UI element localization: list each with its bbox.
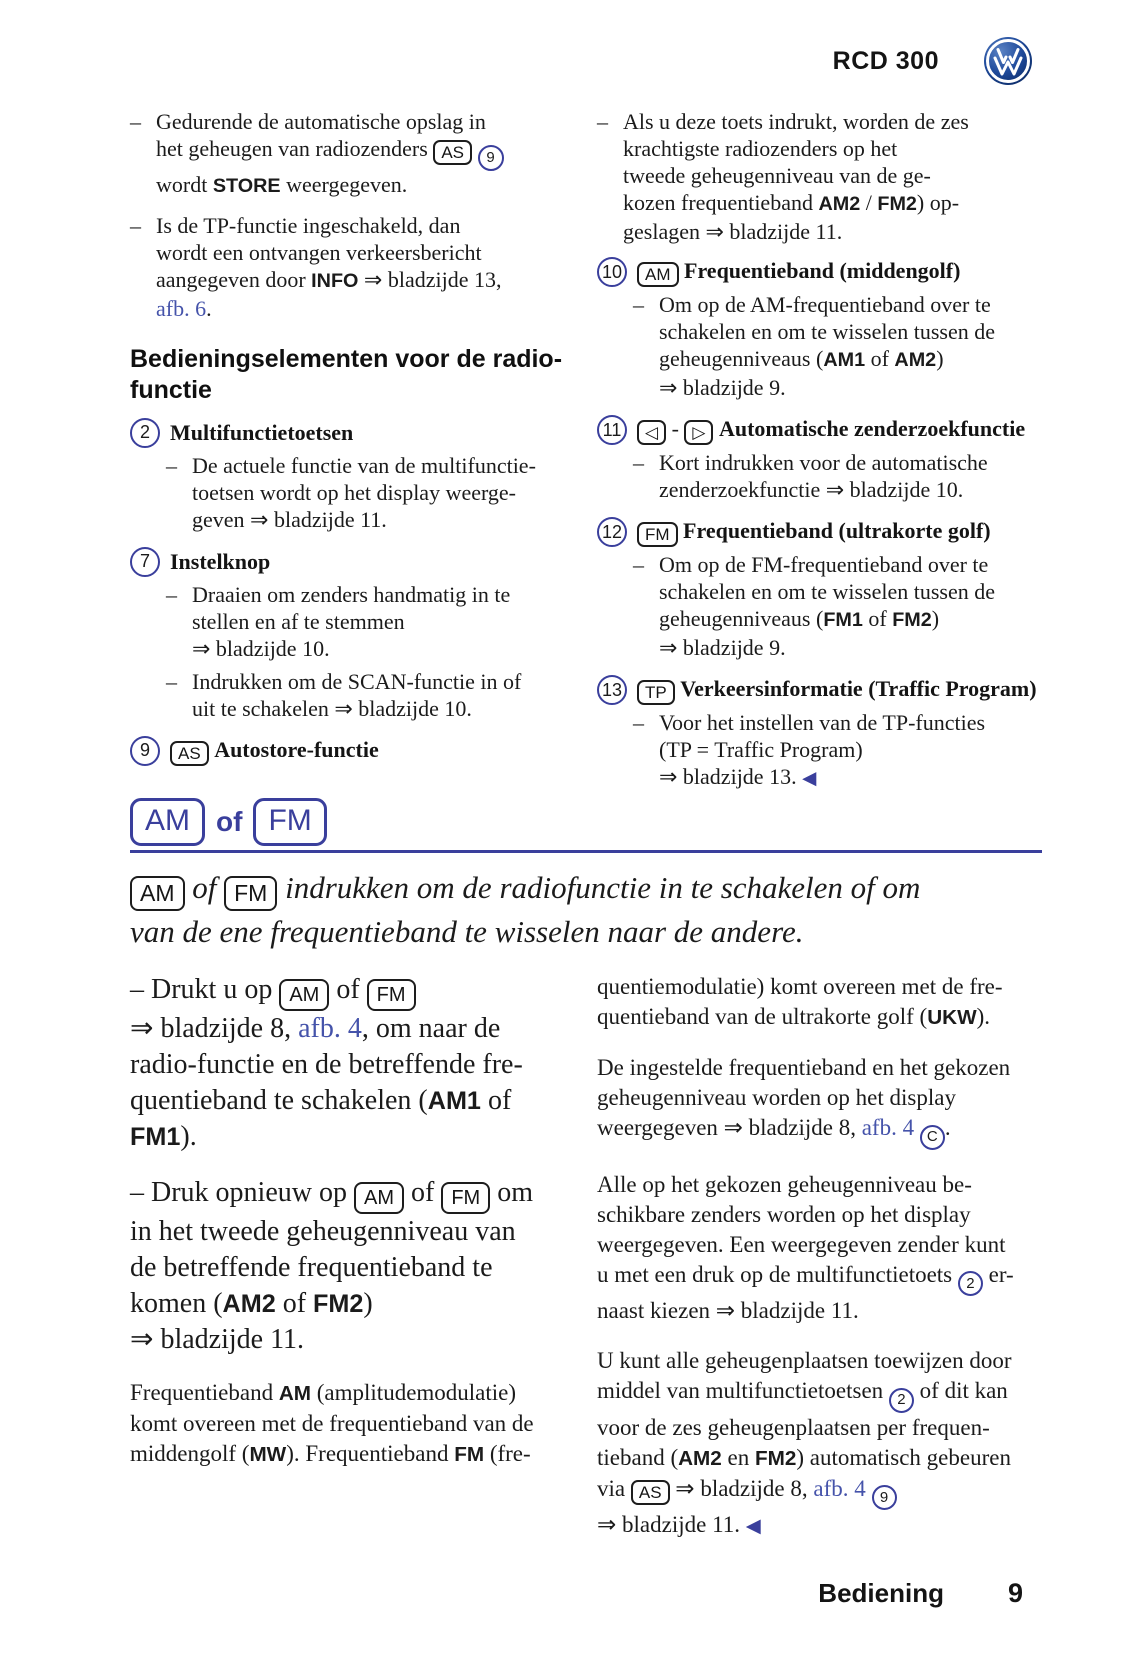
bullet-item	[166, 452, 567, 533]
figure-ref-link[interactable]: afb. 4	[298, 1013, 362, 1044]
item-head-text	[637, 517, 991, 547]
bullet-text: Indrukken om de SCAN-functie in of uit te schakelen ⇒ bladzijde 10.	[192, 668, 522, 721]
keycap-as-icon: AS	[170, 741, 209, 766]
callout-number-10: 10	[597, 257, 627, 287]
bullet-item	[633, 551, 1042, 661]
paragraph: – Drukt u op AM of FM ⇒ bladzijde 8, afb. 4, om naar de radio-functie en de betreffende fre- quentieband te schakelen (AM1 of FM1).	[130, 974, 523, 1152]
callout-ref-9: 9	[478, 145, 504, 171]
keycap-fm-icon: FM	[367, 979, 416, 1011]
bold-term: MW	[249, 1443, 287, 1466]
item-head-text	[637, 257, 960, 287]
item-head-text	[170, 548, 270, 575]
callout-number-9: 9	[130, 736, 160, 766]
callout-number-12: 12	[597, 517, 627, 547]
section-end-icon: ◀	[745, 1516, 761, 1537]
item-head-text: ◁ - ▷ Automatische zenderzoekfunctie	[637, 415, 1025, 445]
vw-logo-icon	[983, 36, 1033, 86]
numbered-item-head	[130, 547, 567, 577]
item-label: Instelknop	[170, 549, 271, 574]
bullet-item	[633, 709, 1042, 792]
bold-term: AM1	[823, 349, 866, 371]
bold-term: FM1	[823, 609, 863, 631]
callout-ref-9: 9	[872, 1485, 897, 1510]
callout-ref-2: 2	[958, 1271, 983, 1296]
callout-number-7: 7	[130, 547, 160, 577]
page-footer	[0, 1578, 1141, 1609]
bullet-item	[633, 449, 1042, 503]
keycap-tp-icon: TP	[637, 680, 675, 705]
numbered-item	[597, 257, 1042, 401]
bold-term: UKW	[927, 1006, 977, 1029]
item-sub-bullets	[633, 709, 1042, 792]
am-keycap: AM	[130, 798, 205, 846]
bullet-item	[166, 668, 567, 722]
paragraph: quentiemodulatie) komt overeen met de fre- quentieband van de ultrakorte golf (UKW).	[597, 974, 1003, 1029]
bullet-text: De actuele functie van de multifunctie- toetsen wordt op het display weerge- geven ⇒ bladzijde 11.	[192, 452, 536, 532]
bold-term: AM2	[894, 349, 937, 371]
numbered-item-head	[597, 517, 1042, 547]
bullet-text: Kort indrukken voor de automatische zenderzoekfunctie ⇒ bladzijde 10.	[659, 450, 988, 502]
callout-number-13: 13	[597, 675, 627, 705]
numbered-item	[597, 517, 1042, 661]
paragraph: U kunt alle geheugenplaatsen toewijzen door middel van multifunctietoetsen 2 of dit kan voor de zes geheugenplaatsen per frequen- tieband (AM2 en FM2) automatisch gebeuren via AS ⇒ bladzijde 8, afb. 4 9 ⇒ bladzijde 11. ◀	[597, 1348, 1012, 1537]
paragraph: De ingestelde frequentieband en het gekozen geheugenniveau worden op het display weergegeven ⇒ bladzijde 8, afb. 4 C .	[597, 1053, 1042, 1150]
bullet-item	[597, 108, 1042, 245]
am-fm-section-title	[130, 798, 1042, 846]
section-divider	[130, 850, 1042, 853]
bullet-dash: –	[166, 452, 177, 478]
bold-term: AM2	[222, 1290, 276, 1318]
keycap-am-icon: AM	[637, 262, 679, 287]
top-right-column	[597, 108, 1042, 806]
item-label: Multifunctietoetsen	[170, 420, 354, 445]
keycap-am-icon: AM	[130, 876, 185, 911]
bullet-item	[633, 291, 1042, 401]
keycap-fm-icon: FM	[441, 1182, 490, 1214]
fm-keycap: FM	[253, 798, 326, 846]
bold-term: AM	[278, 1382, 312, 1405]
footer-page-number: 9	[1007, 1578, 1023, 1608]
bold-term: FM	[454, 1443, 485, 1466]
bold-term: AM2	[678, 1446, 722, 1470]
numbered-item-head	[130, 736, 567, 766]
section-lead-text: AM of FM indrukken om de radiofunctie in te schakelen of om van de ene frequentieband te wisselen naar de andere.	[130, 870, 921, 949]
section-heading: Bedieningselementen voor de radio- functie	[130, 344, 563, 404]
keycap-am-icon: AM	[279, 979, 329, 1011]
figure-ref-link[interactable]: afb. 4	[861, 1115, 915, 1140]
bold-term: STORE	[212, 174, 281, 197]
numbered-item-head	[597, 415, 1042, 445]
page-title: RCD 300	[832, 46, 939, 75]
bullet-item	[130, 212, 567, 322]
page-header	[833, 36, 1033, 86]
item-sub-bullets	[633, 291, 1042, 401]
keycap-am-icon: AM	[354, 1182, 404, 1214]
bold-term: AM1	[427, 1087, 481, 1115]
bullet-dash: –	[633, 450, 644, 475]
bold-term: FM2	[755, 1446, 797, 1470]
numbered-item	[597, 675, 1042, 792]
bold-term: FM2	[313, 1290, 364, 1318]
of-connector: of	[216, 806, 243, 837]
bold-term: FM2	[892, 609, 932, 631]
keycap-seek-left-icon: ◁	[637, 420, 666, 445]
numbered-item	[130, 547, 567, 722]
item-sub-bullets	[166, 581, 567, 722]
bullet-text: Voor het instellen van de TP-functies (TP = Traffic Program) ⇒ bladzijde 13. ◀	[659, 710, 986, 789]
numbered-item	[130, 418, 567, 533]
item-label: Frequentieband (ultrakorte golf)	[683, 518, 991, 543]
bottom-left-column	[130, 972, 567, 1562]
keycap-as-icon: AS	[631, 1480, 670, 1505]
bold-term: INFO	[311, 269, 359, 292]
section-end-icon: ◀	[802, 768, 817, 789]
item-head-text	[170, 419, 353, 446]
bullet-dash: –	[633, 292, 644, 317]
bottom-right-column	[597, 972, 1042, 1562]
bullet-text: Is de TP-functie ingeschakeld, dan wordt een ontvangen verkeersbericht aangegeven door INFO ⇒ bladzijde 13, afb. 6.	[156, 212, 502, 321]
footer-section-label: Bediening	[818, 1578, 944, 1608]
item-head-text	[170, 736, 379, 766]
callout-ref-C: C	[920, 1125, 945, 1150]
callout-number-11: 11	[597, 415, 627, 445]
item-label: Autostore-functie	[214, 736, 379, 762]
bullet-item	[130, 108, 567, 200]
item-label: Verkeersinformatie (Traffic Program)	[680, 676, 1037, 701]
paragraph: – Druk opnieuw op AM of FM om in het tweede geheugenniveau van de betreffende frequentieband te komen (AM2 of FM2) ⇒ bladzijde 11.	[130, 1177, 533, 1355]
keycap-as-icon: AS	[433, 140, 472, 165]
bullet-dash: –	[633, 710, 644, 735]
bullet-text: Als u deze toets indrukt, worden de zes krachtigste radiozenders op het tweede geheugenniveau van de ge- kozen frequentieband AM2 / FM2) op- geslagen ⇒ bladzijde 11.	[623, 109, 969, 244]
numbered-item	[597, 415, 1042, 503]
numbered-item-head	[597, 257, 1042, 287]
callout-number-2: 2	[130, 418, 160, 448]
bullet-dash: –	[597, 109, 608, 134]
item-label: Frequentieband (middengolf)	[684, 258, 961, 283]
bold-term: AM2	[818, 193, 861, 215]
bullet-item	[166, 581, 567, 662]
bullet-dash: –	[130, 109, 141, 134]
item-sub-bullets	[633, 551, 1042, 661]
keycap-fm-icon: FM	[224, 876, 277, 911]
callout-ref-2: 2	[889, 1388, 914, 1413]
item-sub-bullets	[633, 449, 1042, 503]
paragraph: Frequentieband AM (amplitudemodulatie) komt overeen met de frequentieband van de middengolf (MW). Frequentieband FM (fre-	[130, 1380, 534, 1466]
bullet-dash: –	[130, 212, 141, 238]
bullet-dash: –	[633, 552, 644, 577]
bullet-text: Gedurende de automatische opslag in het geheugen van radiozenders AS 9 wordt STORE weergegeven.	[156, 108, 504, 200]
paragraph: Alle op het gekozen geheugenniveau be- schikbare zenders worden op het display weergegeven. Een weergegeven zender kunt u met een druk op de multifunctietoets 2 er- naast kiezen ⇒ bladzijde 11.	[597, 1171, 1014, 1323]
bullet-dash: –	[166, 668, 177, 694]
item-sub-bullets	[166, 452, 567, 533]
bullet-text: Draaien om zenders handmatig in te stellen en af te stemmen ⇒ bladzijde 10.	[192, 581, 511, 661]
numbered-item-head	[597, 675, 1042, 705]
item-label: Automatische zenderzoekfunctie	[718, 416, 1026, 441]
bullet-text: Om op de AM-frequentieband over te schakelen en om te wisselen tussen de geheugenniveaus (AM1 of AM2) ⇒ bladzijde 9.	[659, 292, 996, 400]
numbered-item-head	[130, 418, 567, 448]
keycap-seek-right-icon: ▷	[684, 420, 713, 445]
bold-term: FM1	[130, 1123, 181, 1151]
bullet-text: Om op de FM-frequentieband over te schakelen en om te wisselen tussen de geheugenniveaus (FM1 of FM2) ⇒ bladzijde 9.	[659, 552, 996, 660]
am-fm-section	[130, 798, 1042, 1562]
item-head-text	[637, 675, 1037, 705]
top-left-column	[130, 108, 567, 806]
bullet-dash: –	[166, 581, 177, 607]
figure-ref-link[interactable]: afb. 6	[156, 295, 207, 321]
bold-term: FM2	[877, 193, 917, 215]
figure-ref-link[interactable]: afb. 4	[813, 1475, 866, 1501]
controls-overview-section	[130, 108, 1042, 806]
keycap-fm-icon: FM	[637, 522, 678, 547]
numbered-item	[130, 736, 567, 766]
